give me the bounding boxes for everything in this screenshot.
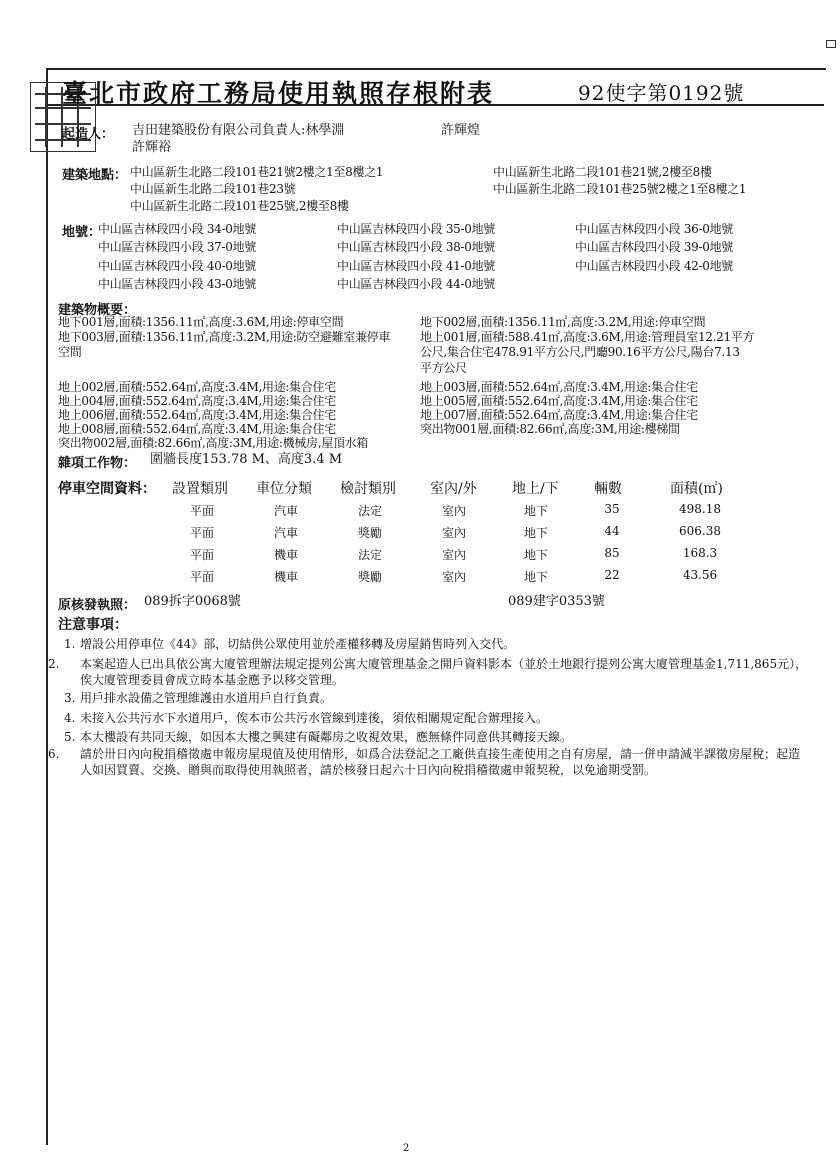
lot-number: 中山區吉林段四小段 41-0地號 <box>337 259 495 273</box>
parking-cell: 35 <box>604 502 620 516</box>
parking-cell: 汽車 <box>273 526 298 540</box>
parking-header: 車位分類 <box>256 481 312 497</box>
note-item: 1. 增設公用停車位《44》部，切結供公眾使用並於產權移轉及房屋銷售時列入交代。 <box>64 637 516 651</box>
lot-number: 中山區吉林段四小段 37-0地號 <box>98 240 256 254</box>
floor-spec: 地上001層,面積:588.41㎡,高度:3.6M,用途:管理員室12.21平方 <box>420 330 755 344</box>
applicant-label: 起造人： <box>62 127 115 142</box>
overview-label: 建築物概要： <box>58 303 137 318</box>
parking-cell: 平面 <box>189 548 214 562</box>
misc-value: 圍牆長度153.78 M、高度3.4 M <box>150 452 343 467</box>
parking-cell: 平面 <box>189 526 214 540</box>
parking-header: 輛數 <box>594 481 622 497</box>
parking-cell: 室內 <box>441 548 466 562</box>
parking-cell: 獎勵 <box>357 570 382 584</box>
parking-cell: 室內 <box>441 526 466 540</box>
applicant-name-3: 許輝裕 <box>132 140 172 155</box>
floor-spec: 地上002層,面積:552.64㎡,高度:3.4M,用途:集合住宅 <box>58 380 336 394</box>
parking-cell: 43.56 <box>682 568 718 582</box>
parking-header: 地上/下 <box>512 481 559 497</box>
notes-label: 注意事項： <box>58 617 128 633</box>
note-text: 增設公用停車位《44》部，切結供公眾使用並於產權移轉及房屋銷售時列入交代。 <box>80 637 516 651</box>
floor-spec: 突出物002層,面積:82.66㎡,高度:3M,用途:機械房,屋頂水箱 <box>58 436 369 450</box>
parking-cell: 室內 <box>441 570 466 584</box>
parking-cell: 22 <box>604 568 620 582</box>
parking-cell: 室內 <box>441 504 466 518</box>
parking-cell: 85 <box>604 546 620 560</box>
origin-label: 原核發執照： <box>58 598 137 613</box>
origin-permit: 089建字0353號 <box>508 594 605 609</box>
site-address: 中山區新生北路二段101巷25號2樓之1至8樓之1 <box>493 182 747 196</box>
note-text: 本案起造人已出具依公寓大廈管理辦法規定提列公寓大廈管理基金之開戶資料影本（並於土地銀行提列公寓大廈管理基金1,711,865元），俟大廈管理委員會成立時本基金應予以移交管理。 <box>80 657 808 687</box>
site-label: 建築地點： <box>62 168 128 183</box>
note-item: 5. 本大樓設有共同天線，如因本大樓之興建有礙鄰房之收視效果，應無條件同意供其轉接天線。 <box>64 730 573 744</box>
misc-label: 雜項工作物： <box>58 456 137 471</box>
note-item: 2. 本案起造人已出具依公寓大廈管理辦法規定提列公寓大廈管理基金之開戶資料影本（並於土地銀行提列公寓大廈管理基金1,711,865元），俟大廈管理委員會成立時本基金應予以移交管理。 <box>48 657 808 687</box>
floor-spec: 突出物001層,面積:82.66㎡,高度:3M,用途:樓梯間 <box>420 422 680 436</box>
lot-number: 中山區吉林段四小段 35-0地號 <box>337 222 495 236</box>
parking-cell: 地下 <box>523 504 548 518</box>
parking-cell: 地下 <box>523 548 548 562</box>
parking-cell: 498.18 <box>679 502 721 516</box>
parking-label: 停車空間資料： <box>58 481 156 497</box>
floor-spec: 地上004層,面積:552.64㎡,高度:3.4M,用途:集合住宅 <box>58 394 336 408</box>
parking-cell: 606.38 <box>679 524 721 538</box>
note-item: 3. 用戶排水設備之管理維護由水道用戶自行負責。 <box>64 691 333 705</box>
note-text: 未接入公共污水下水道用戶，俟本市公共污水管線到達後，須依相關規定配合辦理接入。 <box>80 711 549 725</box>
lot-number: 中山區吉林段四小段 44-0地號 <box>337 277 495 291</box>
parking-header: 面積(㎡) <box>670 481 723 497</box>
note-item: 6. 請於卅日內向稅捐稽徵處申報房屋現值及使用情形，如爲合法登記之工廠供直接生產使用之自有房屋，請一併申請減半課徵房屋稅；起造人如因買賣、交換、贈與而取得使用執照者，請於核發日起六十日內向稅捐稽徵處申報契稅，以免逾期受罰。 <box>48 747 801 777</box>
floor-spec: 地下002層,面積:1356.11㎡,高度:3.2M,用途:停車空間 <box>420 315 706 329</box>
parking-cell: 汽車 <box>273 504 298 518</box>
site-address: 中山區新生北路二段101巷25號,2樓至8樓 <box>130 199 349 213</box>
page-title: 臺北市政府工務局使用執照存根附表 <box>62 79 495 108</box>
floor-spec: 地上006層,面積:552.64㎡,高度:3.4M,用途:集合住宅 <box>58 408 336 422</box>
floor-spec: 地上003層,面積:552.64㎡,高度:3.4M,用途:集合住宅 <box>420 380 698 394</box>
permit-number: 92使字第0192號 <box>578 81 745 105</box>
parking-cell: 法定 <box>357 504 382 518</box>
floor-spec: 平方公尺 <box>420 361 467 375</box>
note-item: 4. 未接入公共污水下水道用戶，俟本市公共污水管線到達後，須依相關規定配合辦理接入。 <box>64 711 549 725</box>
site-address: 中山區新生北路二段101巷23號 <box>130 182 296 196</box>
parking-cell: 法定 <box>357 548 382 562</box>
page-number: 2 <box>403 1143 410 1154</box>
note-text: 用戶排水設備之管理維護由水道用戶自行負責。 <box>80 691 333 705</box>
floor-spec: 地下001層,面積:1356.11㎡,高度:3.6M,用途:停車空間 <box>58 315 344 329</box>
parking-cell: 168.3 <box>682 546 718 560</box>
floor-spec: 公尺,集合住宅478.91平方公尺,門廳90.16平方公尺,陽台7.13 <box>420 345 740 359</box>
note-text: 請於卅日內向稅捐稽徵處申報房屋現值及使用情形，如爲合法登記之工廠供直接生產使用之自有房屋，請一併申請減半課徵房屋稅；起造人如因買賣、交換、贈與而取得使用執照者，請於核發日起六十日內向稅捐稽徵處申報契稅，以免逾期受罰。 <box>80 747 801 777</box>
parking-header: 室內/外 <box>430 481 477 497</box>
lot-number: 中山區吉林段四小段 42-0地號 <box>575 259 733 273</box>
lot-number: 中山區吉林段四小段 40-0地號 <box>98 259 256 273</box>
parking-cell: 地下 <box>523 526 548 540</box>
floor-spec: 空間 <box>58 345 82 359</box>
parking-header: 檢討類別 <box>340 481 396 497</box>
lot-number: 中山區吉林段四小段 36-0地號 <box>575 222 733 236</box>
parking-cell: 平面 <box>189 504 214 518</box>
applicant-name: 吉田建築股份有限公司負責人:林學淵 <box>132 123 345 138</box>
parking-cell: 機車 <box>273 570 298 584</box>
lot-number: 中山區吉林段四小段 34-0地號 <box>98 222 256 236</box>
parking-cell: 地下 <box>523 570 548 584</box>
note-text: 本大樓設有共同天線，如因本大樓之興建有礙鄰房之收視效果，應無條件同意供其轉接天線。 <box>80 730 573 744</box>
lot-number: 中山區吉林段四小段 43-0地號 <box>98 277 256 291</box>
parking-cell: 44 <box>604 524 620 538</box>
origin-permit: 089拆字0068號 <box>144 594 241 609</box>
parking-header: 設置類別 <box>172 481 228 497</box>
applicant-name-2: 許輝煌 <box>441 123 481 138</box>
lots-label: 地號： <box>62 225 102 240</box>
floor-spec: 地上005層,面積:552.64㎡,高度:3.4M,用途:集合住宅 <box>420 394 698 408</box>
floor-spec: 地上008層,面積:552.64㎡,高度:3.4M,用途:集合住宅 <box>58 422 336 436</box>
scan-mark <box>826 40 836 48</box>
parking-cell: 平面 <box>189 570 214 584</box>
site-address: 中山區新生北路二段101巷21號,2樓至8樓 <box>493 165 712 179</box>
floor-spec: 地下003層,面積:1356.11㎡,高度:3.2M,用途:防空避難室兼停車 <box>58 330 391 344</box>
parking-cell: 獎勵 <box>357 526 382 540</box>
lot-number: 中山區吉林段四小段 38-0地號 <box>337 240 495 254</box>
lot-number: 中山區吉林段四小段 39-0地號 <box>575 240 733 254</box>
floor-spec: 地上007層,面積:552.64㎡,高度:3.4M,用途:集合住宅 <box>420 408 698 422</box>
parking-cell: 機車 <box>273 548 298 562</box>
site-address: 中山區新生北路二段101巷21號2樓之1至8樓之1 <box>130 165 384 179</box>
